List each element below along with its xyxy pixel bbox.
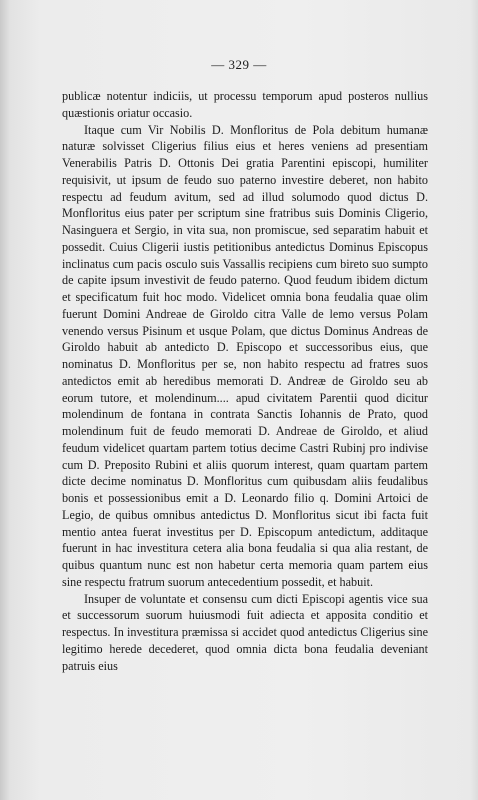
paragraph-1: publicæ notentur indiciis, ut processu temporum apud posteros nullius quæstionis oriatur occasio. (62, 89, 428, 120)
paragraph-3: Insuper de voluntate et consensu cum dicti Episcopi agentis vice sua et successorum suorum huiusmodi fuit adiecta et apposita conditio et respectus. In investitura præmissa si accidet quod antedictus Cligerius sine legitimo herede decederet, quod omnia dicta bona feudalia deveniant patruis eius (62, 591, 428, 673)
page-number: — 329 — (211, 57, 267, 72)
body-text (62, 88, 428, 674)
paragraph-2: Itaque cum Vir Nobilis D. Monfloritus de Pola debitum humanæ naturæ solvisset Cligerius filius eius et heres veniens ad presentiam Venerabilis Patris D. Ottonis Dei gratia Parentini episcopi, humiliter requisivit, ut ipsum de feudo suo paterno investire deberet, non habito respectu ad feudum avitum, sed ad illud solumodo quod dictus D. Monfloritus eius pater per scriptum sine fratribus suis Dominis Cligerio, Nasinguera et Sergio, in vita sua, non promiscue, sed separatim habuit et possedit. Cuius Cligerii iustis petitionibus antedictus Dominus Episcopus inclinatus cum pacis osculo suis Vassallis recipiens cum bireto suo sumpto de capite ipsum investivit de feudo paterno. Quod feudum ibidem dictum et specificatum fuit hoc modo. Videlicet omnia bona feudalia quae olim fuerunt Domini Andreae de Giroldo citra Valle de lemo versus Polam venendo versus Pisinum et usque Polam, que dictus Dominus Andreas de Giroldo habuit ab antedicto D. Episcopo et successoribus eius, que nominatus D. Monfloritus per se, non habito respectu ad fratres suos antedictos emit ab heredibus memorati D. Andreæ de Giroldo seu ab eorum tutore, et molendinum.... apud civitatem Parentii quod dicitur molendinum de fontana in contrata Sanctis Iohannis de Prato, quod molendinum fuit de feudo memorati D. Andreae de Giroldo, et aliud feudum videlicet quartam partem totius decime Castri Rubinj pro indivise cum D. Preposito Rubini et aliis quorum interest, quam quartam partem dicte decime nominatus D. Monfloritus cum quibusdam aliis feudalibus bonis et possessionibus emit a D. Leonardo filio q. Domini Artoici de Legio, de quibus omnibus antedictus D. Monfloritus sicut ibi facta fuit mentio antea fuerat investitus per D. Episcopum antedictum, additaque fuerunt in hac investitura cetera alia bona feudalia si qua alia restant, de quibus quantum nunc est non habetur certa memoria quam partem eius sine respectu fratrum suorum antecedentium possedit, et habuit. (62, 122, 428, 589)
